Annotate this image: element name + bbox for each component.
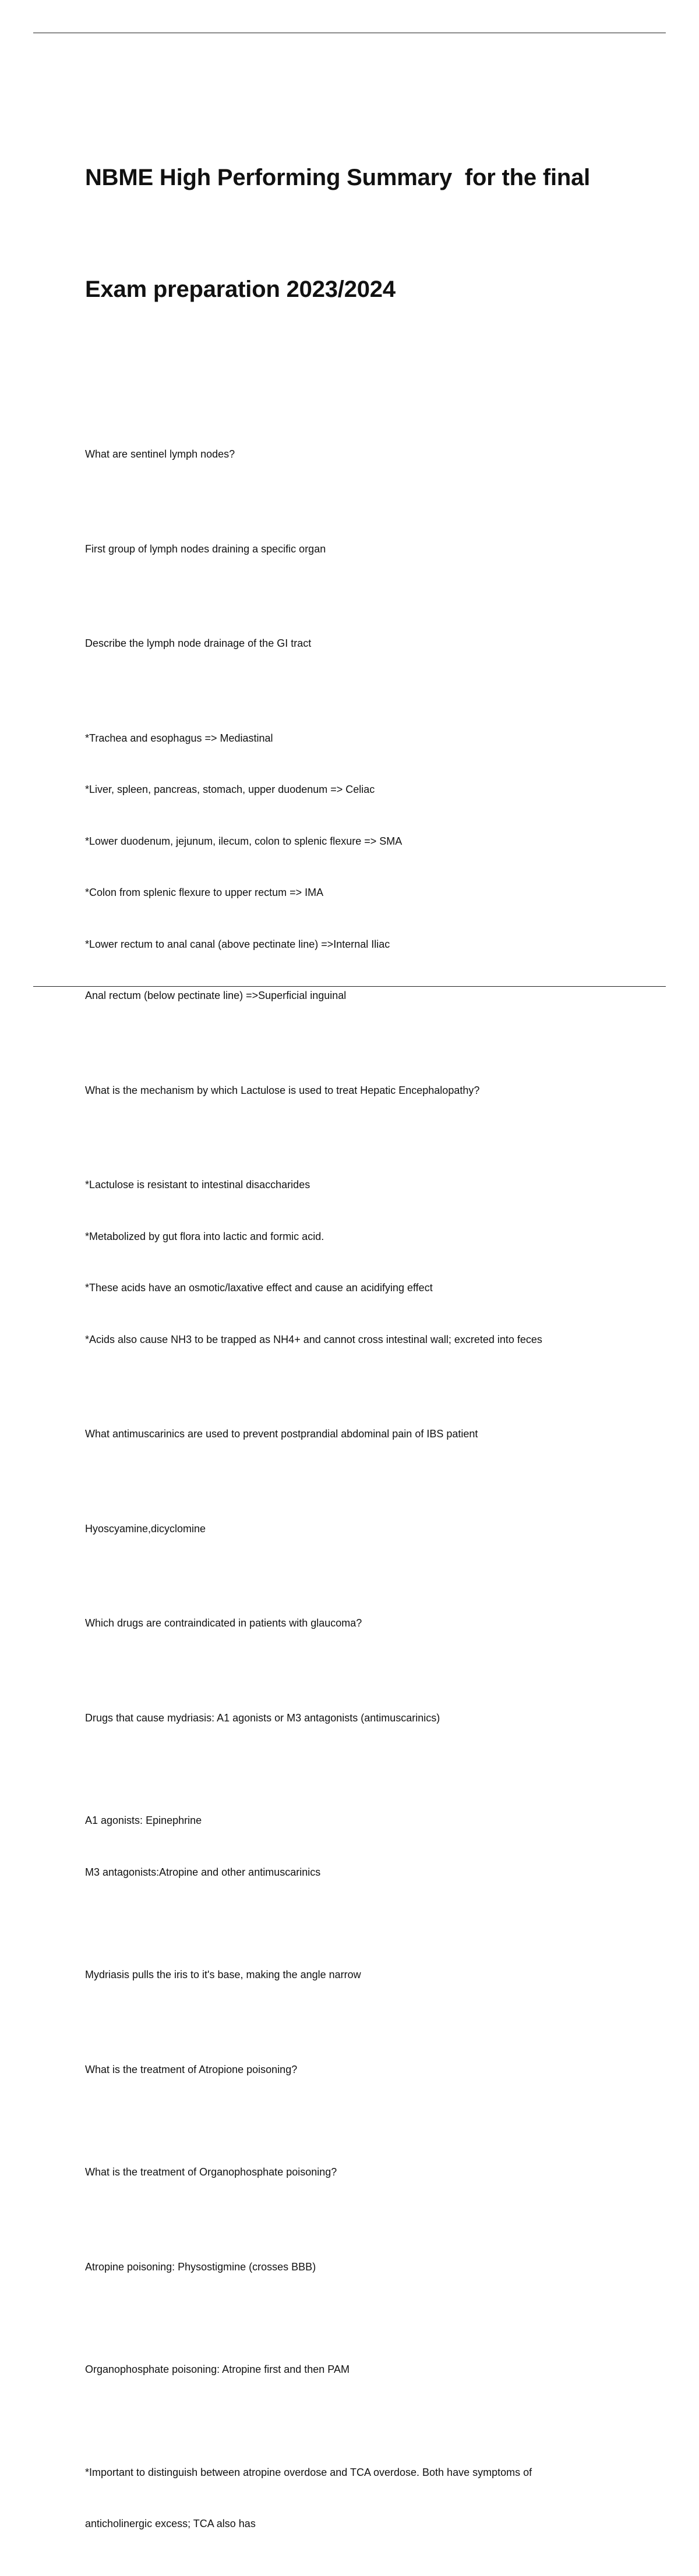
document-title	[85, 84, 627, 382]
answer-antimuscarinics-ibs: Hyoscyamine,dicyclomine	[85, 1522, 206, 1535]
answer-mydriasis: Mydriasis pulls the iris to it's base, making the angle narrow	[85, 1969, 361, 1980]
document-body	[85, 412, 627, 2567]
question-gi-drainage: Describe the lymph node drainage of the GI tract	[85, 637, 312, 649]
answer-sentinel-nodes: First group of lymph nodes draining a specific organ	[85, 543, 326, 555]
question-sentinel-nodes: What are sentinel lymph nodes?	[85, 448, 235, 460]
title-line: Exam preparation 2023/2024	[85, 277, 396, 302]
answer-atropine-poisoning: Atropine poisoning: Physostigmine (crosses BBB)	[85, 2260, 316, 2273]
question-organophosphate-poisoning: What is the treatment of Organophosphate poisoning?	[85, 2166, 337, 2178]
question-glaucoma: Which drugs are contraindicated in patients with glaucoma?	[85, 1617, 362, 1629]
answer-glaucoma-examples: A1 agonists: Epinephrine M3 antagonists:Atropine and other antimuscarinics	[85, 1815, 321, 1878]
answer-gi-drainage: *Trachea and esophagus => Mediastinal *Liver, spleen, pancreas, stomach, upper duodenum => Celiac *Lower duodenum, jejunum, ilecum, colon to splenic flexure => SMA *Colon from splenic flexure to upper rectum => IMA *Lower rectum to anal canal (above pectinate line) =>Internal Iliac Anal rectum (below pectinate line) =>Superficial inguinal	[85, 732, 403, 1001]
document-page	[85, 84, 627, 2576]
bottom-rule	[33, 986, 666, 987]
answer-organophosphate-poisoning: Organophosphate poisoning: Atropine first and then PAM	[85, 2364, 350, 2375]
note-atropine-vs-tca: *Important to distinguish between atropine overdose and TCA overdose. Both have symptoms of anticholinergic excess; TCA also has	[85, 2466, 532, 2529]
question-antimuscarinics-ibs: What antimuscarinics are used to prevent postprandial abdominal pain of IBS patient	[85, 1428, 478, 1440]
question-lactulose: What is the mechanism by which Lactulose is used to treat Hepatic Encephalopathy?	[85, 1084, 480, 1096]
answer-lactulose: *Lactulose is resistant to intestinal disaccharides *Metabolized by gut flora into lactic and formic acid. *These acids have an osmotic/laxative effect and cause an acidifying effect *Acids also cause NH3 to be trapped as NH4+ and cannot cross intestinal wall; excreted into feces	[85, 1179, 542, 1345]
answer-glaucoma: Drugs that cause mydriasis: A1 agonists or M3 antagonists (antimuscarinics)	[85, 1712, 440, 1724]
title-line: NBME High Performing Summary for the final	[85, 165, 591, 190]
question-atropine-poisoning: What is the treatment of Atropione poisoning?	[85, 2063, 298, 2075]
